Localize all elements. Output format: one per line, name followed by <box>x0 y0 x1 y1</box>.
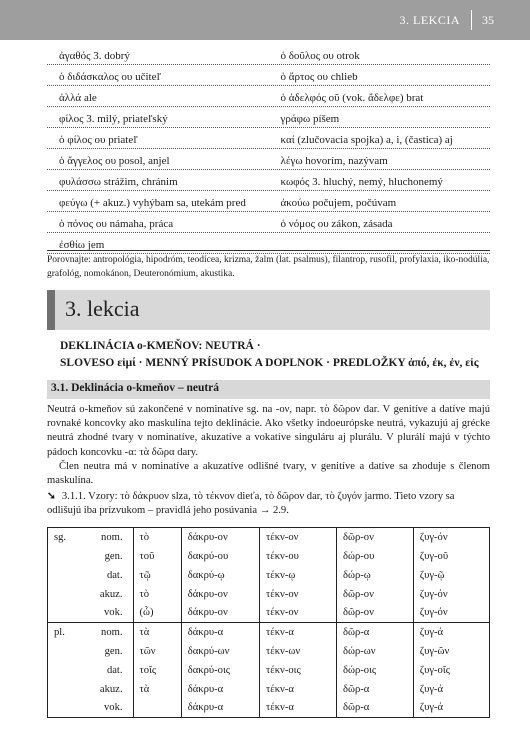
table-cell <box>48 680 84 699</box>
table-cell: δακρύ-οις <box>181 661 259 680</box>
vocab-row <box>47 191 490 212</box>
vocab-row <box>47 170 490 191</box>
vocab-row <box>47 86 490 107</box>
section-heading <box>47 380 490 399</box>
vocab-entry: γράφω píšem <box>280 113 340 125</box>
table-cell <box>48 585 84 604</box>
table-cell: (ὦ) <box>133 604 181 623</box>
vocab-entry: ἀλλά ale <box>59 92 97 104</box>
vocab-row <box>47 107 490 128</box>
vocab-entry: λέγω hovorím, nazývam <box>280 155 388 167</box>
table-cell: dat. <box>106 664 123 676</box>
paragraph-1: Neutrá o-kmeňov sú zakončené v nominatíve sg. na -ον, napr. τὸ δῶρον dar. V genitíve a datíve majú rovnaké koncovky ako maskulína tejto deklinácie. Ako všetky indoeurópske neutrá, vykazujú aj grécke neutrá zhodné tvary v nominatíve, akuzatíve a vokatíve singuláru aj plurálu. V plurálí majú v týchto pádoch koncovku -α: τὰ δῶρα dary. <box>47 404 490 458</box>
vocab-entry: φίλος 3. milý, priateľský <box>59 113 168 125</box>
table-cell: nom. <box>83 528 133 547</box>
table-cell: τέκν-ον <box>260 604 337 623</box>
table-cell: ζυγ-ῶν <box>413 642 489 661</box>
table-cell: τῶν <box>133 642 181 661</box>
vocab-row <box>47 44 490 65</box>
table-cell: τέκν-ον <box>260 528 337 547</box>
page-number: 35 <box>482 13 494 27</box>
table-cell: vok. <box>103 607 123 619</box>
table-cell <box>48 661 84 680</box>
table-cell <box>48 566 84 585</box>
table-cell: τὸ <box>133 585 181 604</box>
table-cell: δακρύ-ῳ <box>181 566 259 585</box>
table-cell: δῶρ-α <box>337 699 414 718</box>
vocab-entry: ὁ πόνος ου námaha, práca <box>59 218 174 230</box>
table-cell: ζυγ-ῷ <box>413 566 489 585</box>
table-row <box>48 585 490 604</box>
table-cell: δάκρυ-ον <box>181 528 259 547</box>
section-title: 3.1. Deklinácia o-kmeňov – neutrá <box>51 382 220 394</box>
vocabulary-list <box>47 44 490 254</box>
table-cell <box>48 547 84 566</box>
table-cell <box>133 699 181 718</box>
table-row <box>48 680 490 699</box>
vocab-row <box>47 65 490 86</box>
table-cell: τέκν-α <box>260 623 337 642</box>
table-cell: δακρύ-ου <box>181 547 259 566</box>
vocab-entry: ἐσθίω jem <box>59 239 105 251</box>
table-cell: δάκρυ-ον <box>181 585 259 604</box>
table-row <box>48 642 490 661</box>
vocab-entry: ὁ δοῦλος ου otrok <box>280 50 360 62</box>
lesson-topics <box>60 338 490 372</box>
table-cell: δακρύ-ων <box>181 642 259 661</box>
table-row <box>48 604 490 623</box>
topics-line-1: DEKLINÁCIA o-KMEŇOV: NEUTRÁ · <box>60 340 261 352</box>
arrow-icon: ➘ <box>47 491 56 502</box>
table-cell: τὸ <box>133 528 181 547</box>
table-cell: ζυγ-ά <box>413 699 489 718</box>
paragraph-2: Člen neutra má v nominatíve a akuzatíve odlišné tvary, v genitíve a datíve sa zhoduje s členom maskulína. <box>47 460 490 487</box>
table-cell: δῶρ-ον <box>337 528 414 547</box>
vocab-entry: ὁ διδάσκαλος ου učiteľ <box>59 71 161 83</box>
table-cell: τέκν-ου <box>260 547 337 566</box>
vocab-entry: ὁ ἄρτος ου chlieb <box>280 71 358 83</box>
table-cell: nom. <box>83 623 133 642</box>
table-cell: akuz. <box>99 588 123 600</box>
vzory-text: 3.1.1. Vzory: τὸ δάκρυον slza, τὸ τέκνον dieťa, τὸ δῶρον dar, τὸ ζυγόν jarmo. Tieto vzory sa odlišujú iba prízvukom – pravidlá jeho posúvania → 2.9. <box>47 491 455 517</box>
table-cell: ζυγ-όν <box>413 528 489 547</box>
table-row <box>48 566 490 585</box>
vzory-paragraph <box>47 490 490 518</box>
vocab-entry: καί (zlučovacia spojka) a, i, (častica) aj <box>280 134 453 146</box>
vocab-entry: ὁ νόμος ου zákon, zásada <box>280 218 393 230</box>
table-cell: ζυγ-οῖς <box>413 661 489 680</box>
table-cell: δώρ-οις <box>337 661 414 680</box>
lesson-title: 3. lekcia <box>65 296 140 321</box>
vocab-entry: φεύγω (+ akuz.) vyhýbam sa, utekám pred <box>59 197 246 209</box>
declension-table <box>47 527 490 718</box>
table-cell: τὰ <box>133 680 181 699</box>
table-cell: δάκρυ-α <box>181 680 259 699</box>
table-cell: gen. <box>104 550 123 562</box>
table-row <box>48 528 490 547</box>
table-cell: ζυγ-όν <box>413 604 489 623</box>
vocab-entry: ὁ ἄγγελος ου posol, anjel <box>59 155 170 167</box>
table-cell: δάκρυ-α <box>181 623 259 642</box>
table-cell: δῶρ-ον <box>337 585 414 604</box>
table-cell: τέκν-ῳ <box>260 566 337 585</box>
table-cell: τέκν-α <box>260 699 337 718</box>
vocab-entry: ἀγαθός 3. dobrý <box>59 50 130 62</box>
table-cell: ζυγ-ά <box>413 680 489 699</box>
table-cell: δώρ-ων <box>337 642 414 661</box>
table-cell: vok. <box>83 699 133 718</box>
porovnajte-note: Porovnajte: antropológia, hipodróm, teodícea, krizma, žalm (lat. psalmus), filantrop, rusofil, profylaxia, iko-nodúlia, grafológ, nomokánon, Deuteronómium, akustika. <box>47 250 490 281</box>
vocab-entry: ὁ φίλος ου priateľ <box>59 134 138 146</box>
table-cell: δῶρ-ον <box>337 604 414 623</box>
table-cell: τέκν-α <box>260 680 337 699</box>
table-cell: τέκν-ον <box>260 585 337 604</box>
topics-line-2: SLOVESO εἰμί · MENNÝ PRÍSUDOK A DOPLNOK · PREDLOŽKY ἀπό, ἐκ, ἐν, εἰς <box>60 357 479 369</box>
table-cell: ζυγ-ά <box>413 623 489 642</box>
table-cell: τὰ <box>133 623 181 642</box>
vocab-row <box>47 128 490 149</box>
table-row <box>48 699 490 718</box>
table-cell: dat. <box>106 569 123 581</box>
vocab-entry: ὁ ἀδελφός οῦ (vok. ἄδελφε) brat <box>280 92 424 104</box>
table-cell: τοῦ <box>133 547 181 566</box>
table-cell: akuz. <box>99 683 123 695</box>
table-cell: δάκρυ-α <box>181 699 259 718</box>
table-cell: τῷ <box>133 566 181 585</box>
chapter-label: 3. LEKCIA <box>399 13 460 27</box>
table-cell: gen. <box>104 645 123 657</box>
table-cell <box>48 642 84 661</box>
table-cell: δῶρ-α <box>337 680 414 699</box>
table-cell: ζυγ-οῦ <box>413 547 489 566</box>
table-cell: δώρ-ῳ <box>337 566 414 585</box>
table-cell <box>48 604 84 623</box>
table-cell: τέκν-ων <box>260 642 337 661</box>
table-row <box>48 547 490 566</box>
table-row <box>48 623 490 642</box>
table-cell: sg. <box>48 528 84 547</box>
table-row <box>48 661 490 680</box>
lesson-heading <box>47 290 490 330</box>
table-cell: ζυγ-όν <box>413 585 489 604</box>
table-cell: τέκν-οις <box>260 661 337 680</box>
vocab-entry: φυλάσσω strážim, chránim <box>59 176 178 188</box>
section-body <box>47 403 490 488</box>
vocab-row <box>47 212 490 233</box>
header-separator <box>471 10 472 30</box>
table-cell: pl. <box>48 623 84 642</box>
vocab-entry: κωφός 3. hluchý, nemý, hluchonemý <box>280 176 443 188</box>
table-cell: τοῖς <box>133 661 181 680</box>
running-header <box>0 0 530 40</box>
table-cell: δῶρ-α <box>337 623 414 642</box>
table-cell: δάκρυ-ον <box>181 604 259 623</box>
vocab-row <box>47 149 490 170</box>
table-cell: δώρ-ου <box>337 547 414 566</box>
table-cell <box>48 699 84 718</box>
vocab-entry: ἀκούω počujem, počúvam <box>280 197 397 209</box>
